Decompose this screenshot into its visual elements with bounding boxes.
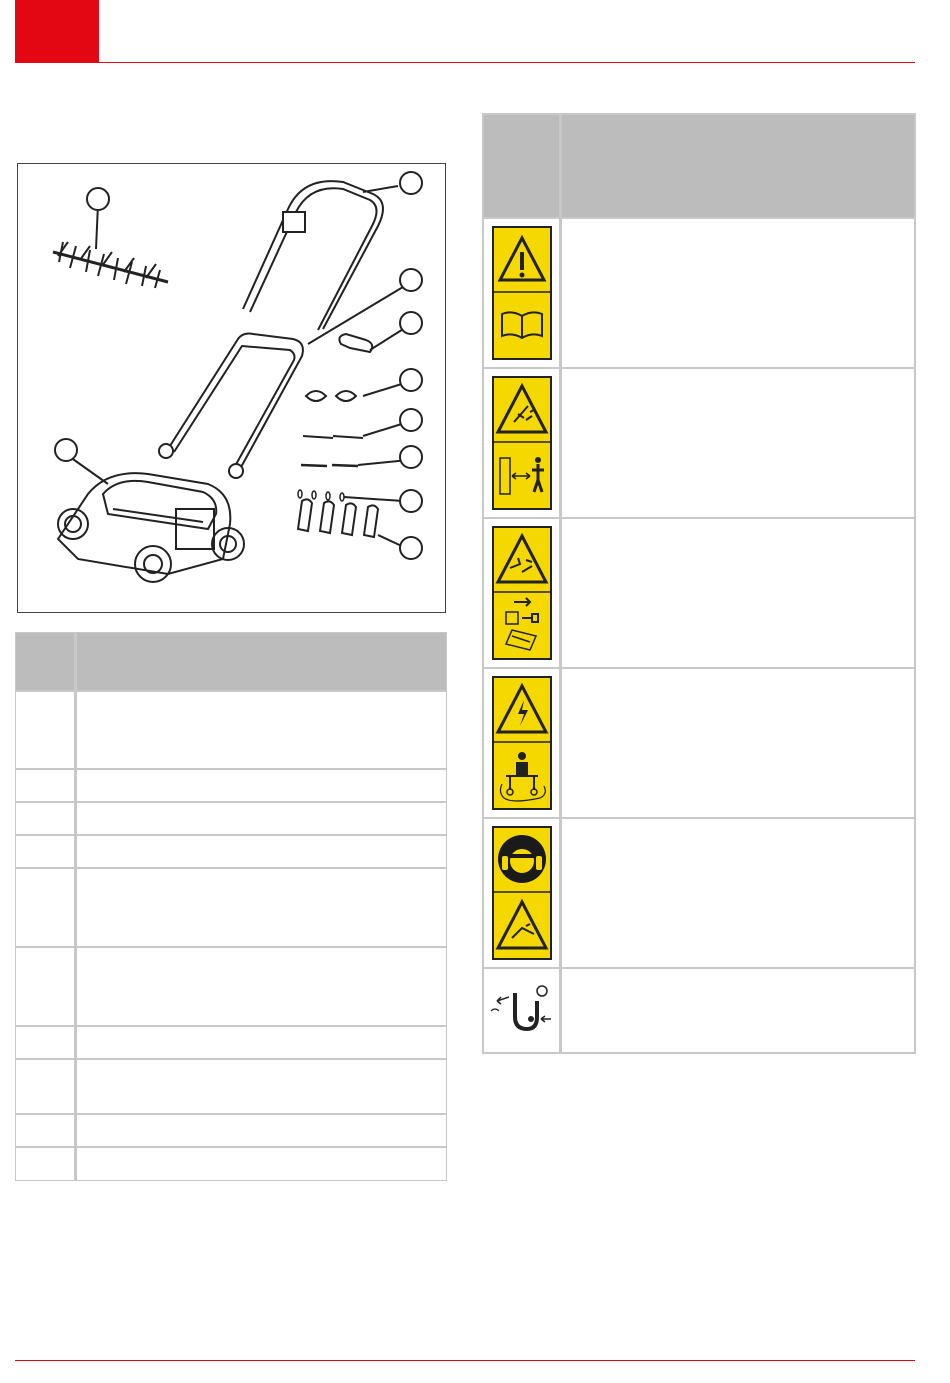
flying-objects-keep-distance-icon [492,376,552,510]
part-number [16,1026,76,1059]
parts-header-description [76,633,447,692]
warning-read-manual-icon [492,226,552,360]
part-description [76,835,447,868]
parts-figure [17,163,446,613]
parts-table-header [16,633,447,692]
eye-ear-protection-icon [492,826,552,960]
section-marker [15,0,99,62]
callout-4 [400,312,422,334]
table-row [483,668,915,818]
symbol-description [561,818,916,968]
symbol-description [561,218,916,368]
safety-symbols-table [482,113,916,1054]
part-number [16,769,76,802]
part-description [76,1114,447,1147]
symbol-description [561,668,916,818]
symbol-description [561,968,916,1053]
switch-operation-icon [487,981,557,1041]
table-row [16,1059,447,1114]
clamp-levers [298,499,378,537]
part-description [76,769,447,802]
table-row [16,691,447,769]
part-number [16,1114,76,1147]
callout-8 [400,490,422,512]
part-description [76,1026,447,1059]
table-row [16,947,447,1026]
part-description [76,868,447,947]
electric-shock-cable-icon [492,676,552,810]
part-number [16,947,76,1026]
table-row [16,1147,447,1180]
table-row [483,968,915,1053]
rotating-blades-unplug-icon [492,526,552,660]
callout-1 [87,188,109,210]
tine-roller [53,242,168,288]
table-row [16,769,447,802]
part-description [76,1147,447,1180]
part-description [76,947,447,1026]
cable-hook [339,334,372,352]
callout-6 [400,409,422,431]
symbol-description [561,518,916,668]
part-number [16,835,76,868]
table-row [16,1026,447,1059]
callout-10 [55,439,77,461]
part-number [16,868,76,947]
parts-table [15,632,447,1181]
lower-handle [159,334,303,478]
symbol-description [561,368,916,518]
callout-3 [400,269,422,291]
parts-header-number [16,633,76,692]
part-number [16,1147,76,1180]
table-row [483,518,915,668]
scarifier-body [58,473,244,582]
symbols-header-meaning [561,114,916,218]
table-row [483,368,915,518]
table-row [16,802,447,835]
table-row [483,218,915,368]
table-row [16,1114,447,1147]
part-number [16,1059,76,1114]
part-number [16,802,76,835]
symbols-header-symbol [483,114,561,218]
scarifier-parts-illustration [18,164,445,612]
part-number [16,691,76,769]
table-row [16,835,447,868]
symbols-table-header [483,114,915,218]
callout-2 [400,172,422,194]
callout-7 [400,446,422,468]
table-row [483,818,915,968]
callout-5 [400,369,422,391]
part-description [76,802,447,835]
upper-handle [243,181,383,330]
callout-9 [400,537,422,559]
part-description [76,1059,447,1114]
table-row [16,868,447,947]
part-description [76,691,447,769]
header-rule [15,62,915,63]
footer-rule [15,1360,915,1361]
